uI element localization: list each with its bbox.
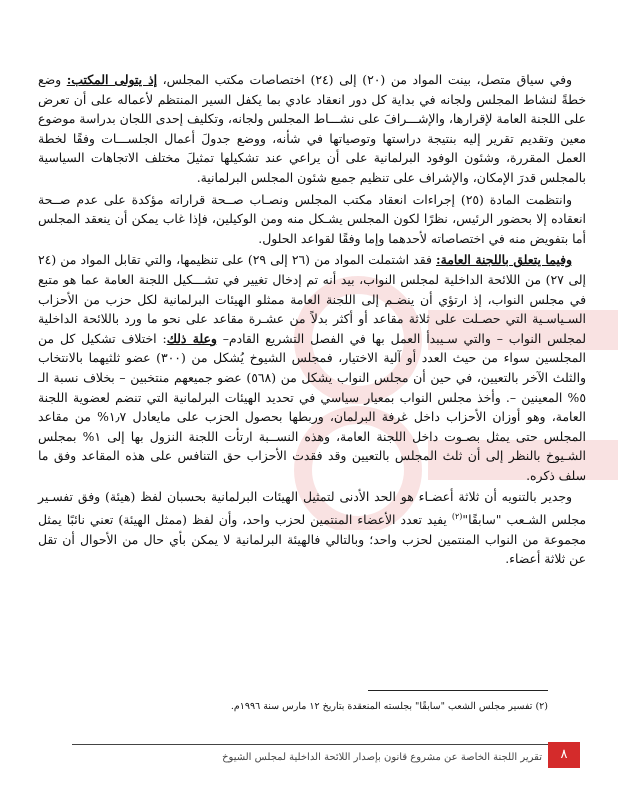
- highlight-general-committee: وفيما يتعلق باللجنة العامة:: [436, 252, 572, 268]
- page-number-badge: ٨: [548, 742, 580, 768]
- footnote-ref[interactable]: (٢): [451, 512, 463, 522]
- paragraph-representation: وجدير بالتنويه أن ثلاثة أعضـاء هو الحد الأدنى لتمثيل الهيئات البرلمانية بحسبان لفظ (هيئة) وفق تفسـير مجلس الشـعب "سابقًا"$^{(٢)}$ يفيد تعدد الأعضاء المنتمين لحزب واحد، وأن لفظ (ممثل الهيئة) تعني نائبًا يمثل مجموعة من النواب المنتمين لحزب واحد؛ وبالتالي فالهيئة البرلمانية لا يمكن بأي حال من الأحوال أن تقل عن ثلاثة أعضاء.: [38, 489, 586, 567]
- footnote: (٢) تفسير مجلس الشعب "سابقًا" بجلسته المنعقدة بتاريخ ١٢ مارس سنة ١٩٩٦م.: [230, 701, 548, 712]
- highlight-reason: وعلة ذلك: [166, 330, 217, 346]
- footnote-divider: [368, 690, 548, 691]
- paragraph-general-committee: وفيما يتعلق باللجنة العامة: فقد اشتملت المواد من (٢٦ إلى ٢٩) على تنظيمها، والتي تقابل المواد من (٢٤ إلى ٢٧) من اللائحة الداخلية لمجلس النواب، بيد أنه تم إدخال تغيير في تشـــكيل اللجنة العامة عما هو متبع في مجلس النواب، إذ ارتؤي أن ينضـم إلى اللجنة العامة ممثلو الهيئات البرلمانية لكل حزب من الأحزاب السـياسـية التي حصـلت على ثلاثة مقاعد أو أكثر بدلاً من عشـرة مقاعد على نحو ما ورد باللائحة الداخلية لمجلس النواب – والتي سـيبدأ العمل بها في الفصل التشريع القادم– وعلة ذلك: اختلاف تشكيل كل من المجلسين سواء من حيث العدد أو آلية الاختيار، فمجلس الشيوخ يُشكل من (٣٠٠) عضو ثلثيهما بالانتخاب والثلث الآخر بالتعيين، في حين أن مجلس النواب يشكل من (٥٦٨) عضو جميعهم منتخبين – بخلاف نسبة الـ ٥% المعينين –. وأخذ مجلس النواب بمعيار سياسي في تحديد الهيئات البرلمانية التي تنضم لعضوية اللجنة العامة، وهو أوزان الأحزاب داخل غرفة البرلمان، وربطها بحصول الحزب على مايعادل ١٫٧% من مقاعد المجلس حتى يمثل بصـوت داخل اللجنة العامة، وهذه النســبة ارتأت اللجنة النزول بها إلى ١% بمجلس الشـيوخ بالنظر إلى أن ثلث المجلس بالتعيين وقد فقدت الأحزاب حق التنافس على هذه المقاعد وفق ما سلف ذكره.: [38, 252, 587, 483]
- footer-divider: [72, 744, 548, 745]
- paragraph-bureau-quorum: وانتظمت المادة (٢٥) إجراءات انعقاد مكتب المجلس ونصـاب صــحة قراراته مؤكدة على عدم صــحة انعقاده إلا بحضور الرئيس، نظرًا لكون المجلس يشـكل منه ومن الوكيلين، فإذا غاب يمكن أن ينعقد المجلس أما بتفويض منه في اختصاصاته لأحدهما وإما وفقًا لقواعد الحلول.: [38, 191, 586, 246]
- highlight-bureau: إذ يتولى المكتب:: [66, 72, 158, 87]
- paragraph-bureau-duties: وفي سياق متصل، بينت المواد من (٢٠) إلى (٢٤) اختصاصات مكتب المجلس، إذ يتولى المكتب: وضع خطةً لنشاط المجلس ولجانه في بداية كل دور انعقاد عادي بما يكفل السير المنتظم لأعماله على أن تعرض على اللجنة العامة لإقرارها، والإشـــرافَ على نشـــاط المجلس ولجانه، وتكليف إحدى اللجان بدراسة موضوع معين وتقديم تقرير إليه بنتيجة دراستها وتوصياتها في شأنه، ووضع جدولَ أعمال الجلســـات وفقًا لخطة العمل المقررة، وشئون الوفود البرلمانية على أن يراعي عند تشكيلها تمثيلَ مختلف الاتجاهات السياسية بالمجلس قدرَ الإمكان، والإشراف على تنظيم جميع شئون المجلس البرلمانية.: [38, 72, 586, 185]
- body-text: [38, 70, 586, 571]
- footer-title: تقرير اللجنة الخاصة عن مشروع قانون بإصدار اللائحة الداخلية لمجلس الشيوخ: [222, 752, 542, 763]
